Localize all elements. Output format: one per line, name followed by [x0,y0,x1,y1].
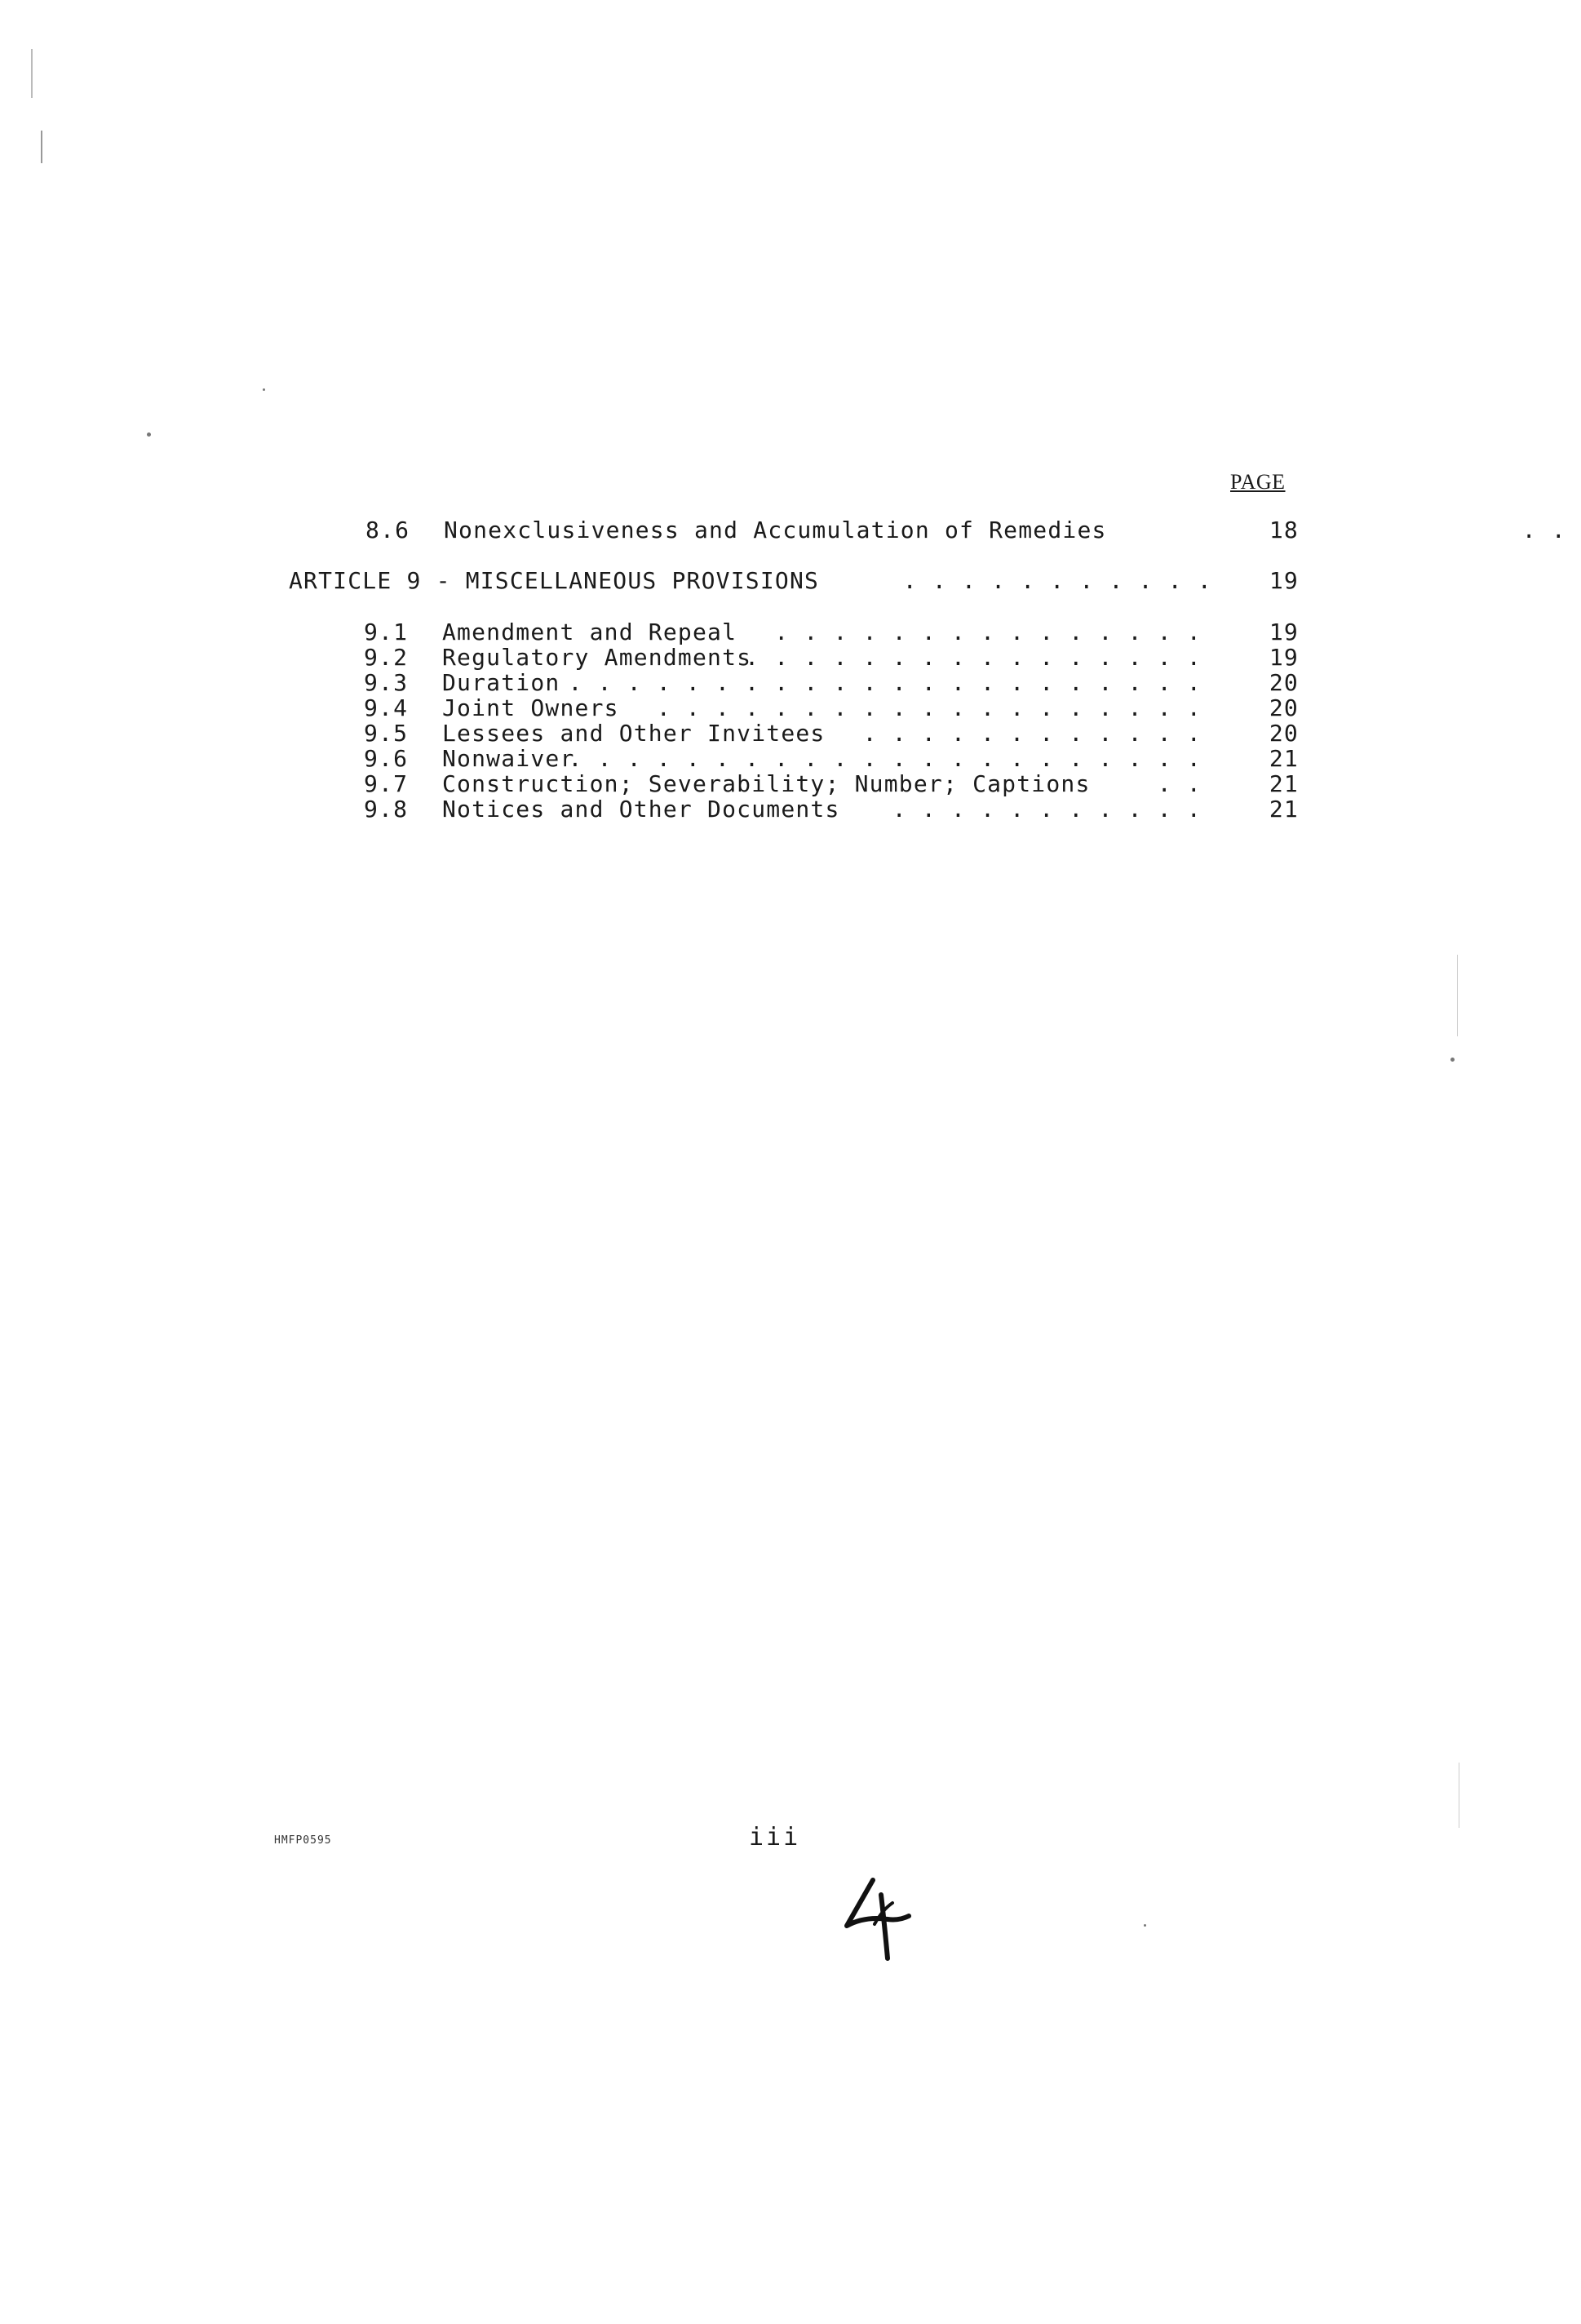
toc-entry-title: Joint Owners [442,694,619,721]
toc-entry-number: 9.6 [364,745,409,772]
toc-article-9 [289,567,1299,594]
toc-entry-9-7 [364,770,1299,797]
toc-entry-title: Lessees and Other Invitees [442,720,826,747]
toc-leader-dots: . . . . . . . . . . . [892,796,1216,823]
toc-leader-dots: . . . . . . . . . . . . . . . . . . . . . . [568,669,1216,696]
toc-entry-number: 9.7 [364,770,409,797]
toc-entry-number: 9.5 [364,720,409,747]
roman-page-number: iii [749,1823,801,1852]
toc-entry-8-6 [365,517,1581,543]
scan-speck [147,432,151,437]
toc-entry-title: Duration [442,669,560,696]
toc-page-number: 19 [1269,567,1299,594]
toc-page-number: 20 [1269,720,1299,747]
toc-leader-dots: . . . . . . . . . . . . [862,720,1216,747]
toc-page-number: 21 [1269,745,1299,772]
toc-entry-title: Construction; Severability; Number; Captions [442,770,1091,797]
toc-entry-title: Nonexclusiveness and Accumulation of Remedies [444,517,1107,543]
toc-entry-9-5 [364,720,1299,747]
scan-artifact [31,49,33,98]
toc-page-number: 21 [1269,796,1299,823]
toc-leader-dots: . . . . . . . . . . . [902,567,1227,594]
toc-entry-9-8 [364,796,1299,823]
toc-page-number: 19 [1269,619,1299,645]
page-column-header: PAGE [1230,470,1286,494]
toc-leader-dots: . . . . . . . . . . . . . . . [774,619,1216,645]
toc-entry-title: Nonwaiver [442,745,575,772]
toc-entry-number: 9.4 [364,694,409,721]
toc-entry-number: 9.2 [364,644,409,671]
toc-entry-9-4 [364,694,1299,721]
toc-leader-dots: . . . . . . . . . . . . . . . . . . . [656,694,1216,721]
scan-artifact [41,131,42,163]
toc-entry-number: 9.8 [364,796,409,823]
toc-entry-number: 9.1 [364,619,409,645]
scan-artifact [1457,955,1458,1036]
toc-entry-number: 9.3 [364,669,409,696]
toc-entry-9-2 [364,644,1299,671]
toc-entry-9-6 [364,745,1299,772]
scan-speck [1450,1058,1455,1062]
toc-article-title: ARTICLE 9 - MISCELLANEOUS PROVISIONS [289,567,820,594]
toc-leader-dots: . . [1157,770,1216,797]
toc-entry-title: Amendment and Repeal [442,619,737,645]
scan-speck [1144,1924,1146,1927]
toc-entry-9-3 [364,669,1299,696]
document-code: HMFP0595 [274,1834,332,1847]
toc-leader-dots: . . [1521,517,1581,543]
toc-entry-number: 8.6 [365,517,410,543]
toc-leader-dots: . . . . . . . . . . . . . . . . [745,644,1216,671]
toc-entry-title: Regulatory Amendments [442,644,752,671]
toc-page-number: 19 [1269,644,1299,671]
toc-leader-dots: . . . . . . . . . . . . . . . . . . . . . . [568,745,1216,772]
toc-entry-title: Notices and Other Documents [442,796,840,823]
toc-page-number: 21 [1269,770,1299,797]
handwritten-4-mark [840,1874,914,1963]
toc-page-number: 18 [1269,517,1299,543]
toc-page-number: 20 [1269,694,1299,721]
toc-page-number: 20 [1269,669,1299,696]
toc-entry-9-1 [364,619,1299,645]
scan-speck [263,388,265,391]
